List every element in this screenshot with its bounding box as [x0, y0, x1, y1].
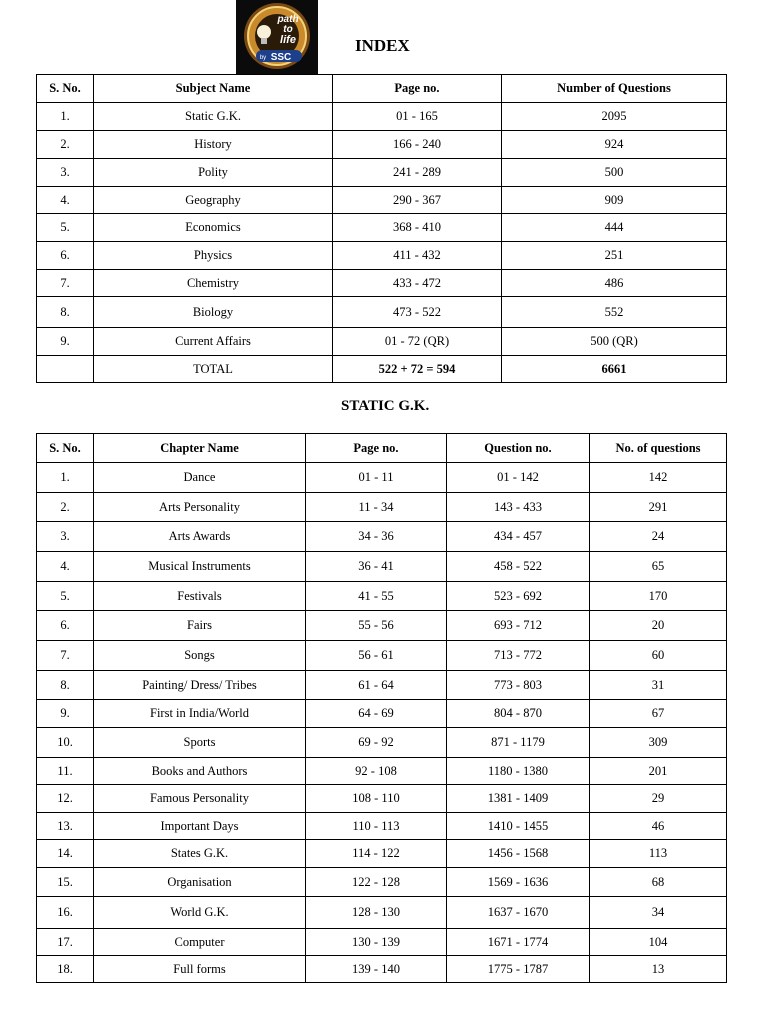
table-row — [37, 611, 727, 641]
cell-question-range: 804 - 870 — [447, 700, 590, 728]
cell-question-count: 60 — [590, 641, 727, 671]
cell-question-count: 31 — [590, 671, 727, 700]
cell-page-range: 61 - 64 — [306, 671, 447, 700]
table-row — [37, 700, 727, 728]
cell-chapter: States G.K. — [94, 840, 306, 868]
cell-sno: 9. — [37, 700, 94, 728]
cell-question-range: 143 - 433 — [447, 493, 590, 522]
static-gk-table — [36, 433, 727, 983]
table-row — [37, 214, 727, 242]
column-header-question-no: Question no. — [447, 434, 590, 463]
column-header-chapter: Chapter Name — [94, 434, 306, 463]
table-row — [37, 242, 727, 270]
cell-sno: 5. — [37, 214, 94, 242]
cell-sno: 7. — [37, 270, 94, 297]
cell-sno: 11. — [37, 758, 94, 785]
cell-sno: 3. — [37, 159, 94, 187]
cell-question-count: 24 — [590, 522, 727, 552]
cell-page-range: 241 - 289 — [333, 159, 502, 187]
cell-question-count: 444 — [502, 214, 727, 242]
cell-question-range: 1456 - 1568 — [447, 840, 590, 868]
cell-page-range: 473 - 522 — [333, 297, 502, 328]
cell-chapter: Musical Instruments — [94, 552, 306, 582]
cell-sno: 10. — [37, 728, 94, 758]
cell-sno: 12. — [37, 785, 94, 813]
logo-text-by: by — [259, 55, 267, 61]
cell-page-range: 139 - 140 — [306, 956, 447, 983]
cell-subject: History — [94, 131, 333, 159]
cell-question-count: 309 — [590, 728, 727, 758]
column-header-sno: S. No. — [37, 75, 94, 103]
table-row — [37, 187, 727, 214]
cell-question-count: 67 — [590, 700, 727, 728]
cell-subject: Current Affairs — [94, 328, 333, 356]
cell-page-range: 92 - 108 — [306, 758, 447, 785]
cell-chapter: Full forms — [94, 956, 306, 983]
cell-chapter: Arts Awards — [94, 522, 306, 552]
table-row — [37, 463, 727, 493]
cell-page-range: 108 - 110 — [306, 785, 447, 813]
cell-page-range: 56 - 61 — [306, 641, 447, 671]
cell-question-count: 34 — [590, 897, 727, 929]
cell-question-range: 773 - 803 — [447, 671, 590, 700]
cell-chapter: Arts Personality — [94, 493, 306, 522]
cell-chapter: Organisation — [94, 868, 306, 897]
column-header-questions: Number of Questions — [502, 75, 727, 103]
table-row — [37, 758, 727, 785]
table-row — [37, 103, 727, 131]
cell-question-range: 1671 - 1774 — [447, 929, 590, 956]
cell-question-range: 693 - 712 — [447, 611, 590, 641]
section-title: STATIC G.K. — [341, 398, 430, 414]
cell-chapter: Famous Personality — [94, 785, 306, 813]
cell-question-range: 713 - 772 — [447, 641, 590, 671]
cell-question-count: 924 — [502, 131, 727, 159]
cell-chapter: Songs — [94, 641, 306, 671]
table-row — [37, 552, 727, 582]
cell-page-range: 34 - 36 — [306, 522, 447, 552]
cell-question-count: 68 — [590, 868, 727, 897]
total-cell-sno — [37, 356, 94, 383]
table-row — [37, 897, 727, 929]
table-row — [37, 785, 727, 813]
cell-question-count: 113 — [590, 840, 727, 868]
cell-page-range: 01 - 11 — [306, 463, 447, 493]
cell-subject: Biology — [94, 297, 333, 328]
cell-question-count: 142 — [590, 463, 727, 493]
cell-question-range: 01 - 142 — [447, 463, 590, 493]
cell-sno: 16. — [37, 897, 94, 929]
total-cell-question-count: 6661 — [502, 356, 727, 383]
table-row — [37, 493, 727, 522]
cell-question-range: 1381 - 1409 — [447, 785, 590, 813]
cell-chapter: Computer — [94, 929, 306, 956]
table-row — [37, 641, 727, 671]
cell-question-count: 2095 — [502, 103, 727, 131]
table-row — [37, 956, 727, 983]
cell-page-range: 01 - 72 (QR) — [333, 328, 502, 356]
column-header-page: Page no. — [306, 434, 447, 463]
cell-sno: 3. — [37, 522, 94, 552]
table-row — [37, 868, 727, 897]
cell-question-count: 486 — [502, 270, 727, 297]
cell-sno: 4. — [37, 187, 94, 214]
cell-page-range: 128 - 130 — [306, 897, 447, 929]
cell-question-range: 1180 - 1380 — [447, 758, 590, 785]
cell-page-range: 130 - 139 — [306, 929, 447, 956]
table-row — [37, 270, 727, 297]
cell-subject: Static G.K. — [94, 103, 333, 131]
table-row — [37, 929, 727, 956]
table-row — [37, 522, 727, 552]
logo-text-ssc: SSC — [270, 52, 292, 63]
cell-question-count: 170 — [590, 582, 727, 611]
logo-text-to: to — [283, 24, 293, 35]
table-row — [37, 728, 727, 758]
static-gk-header-row — [37, 434, 727, 463]
cell-question-range: 458 - 522 — [447, 552, 590, 582]
cell-sno: 8. — [37, 671, 94, 700]
total-row — [37, 356, 727, 383]
cell-sno: 2. — [37, 493, 94, 522]
cell-question-count: 201 — [590, 758, 727, 785]
cell-sno: 13. — [37, 813, 94, 840]
cell-page-range: 433 - 472 — [333, 270, 502, 297]
cell-question-range: 1637 - 1670 — [447, 897, 590, 929]
cell-subject: Chemistry — [94, 270, 333, 297]
table-row — [37, 671, 727, 700]
cell-page-range: 41 - 55 — [306, 582, 447, 611]
logo-text-path: path — [277, 14, 299, 25]
cell-page-range: 411 - 432 — [333, 242, 502, 270]
cell-question-count: 104 — [590, 929, 727, 956]
cell-sno: 9. — [37, 328, 94, 356]
total-cell-page-range: 522 + 72 = 594 — [333, 356, 502, 383]
cell-question-count: 291 — [590, 493, 727, 522]
path-to-life-logo — [236, 0, 318, 74]
column-header-subject: Subject Name — [94, 75, 333, 103]
cell-question-count: 65 — [590, 552, 727, 582]
cell-question-range: 1775 - 1787 — [447, 956, 590, 983]
cell-question-range: 523 - 692 — [447, 582, 590, 611]
cell-question-count: 500 (QR) — [502, 328, 727, 356]
cell-subject: Physics — [94, 242, 333, 270]
cell-sno: 5. — [37, 582, 94, 611]
cell-question-count: 46 — [590, 813, 727, 840]
cell-chapter: Sports — [94, 728, 306, 758]
cell-page-range: 64 - 69 — [306, 700, 447, 728]
table-row — [37, 328, 727, 356]
cell-subject: Polity — [94, 159, 333, 187]
cell-page-range: 368 - 410 — [333, 214, 502, 242]
cell-sno: 6. — [37, 242, 94, 270]
table-row — [37, 582, 727, 611]
cell-sno: 14. — [37, 840, 94, 868]
cell-sno: 6. — [37, 611, 94, 641]
cell-sno: 17. — [37, 929, 94, 956]
cell-question-count: 20 — [590, 611, 727, 641]
cell-page-range: 114 - 122 — [306, 840, 447, 868]
cell-question-count: 13 — [590, 956, 727, 983]
cell-sno: 4. — [37, 552, 94, 582]
cell-page-range: 69 - 92 — [306, 728, 447, 758]
cell-page-range: 290 - 367 — [333, 187, 502, 214]
cell-question-count: 909 — [502, 187, 727, 214]
logo-text-life: life — [280, 34, 296, 46]
cell-sno: 8. — [37, 297, 94, 328]
cell-sno: 2. — [37, 131, 94, 159]
cell-sno: 18. — [37, 956, 94, 983]
cell-question-count: 552 — [502, 297, 727, 328]
cell-sno: 7. — [37, 641, 94, 671]
index-header-row — [37, 75, 727, 103]
cell-page-range: 36 - 41 — [306, 552, 447, 582]
cell-question-range: 434 - 457 — [447, 522, 590, 552]
cell-page-range: 01 - 165 — [333, 103, 502, 131]
cell-page-range: 55 - 56 — [306, 611, 447, 641]
column-header-question-count: No. of questions — [590, 434, 727, 463]
cell-page-range: 11 - 34 — [306, 493, 447, 522]
column-header-sno: S. No. — [37, 434, 94, 463]
table-row — [37, 131, 727, 159]
cell-page-range: 166 - 240 — [333, 131, 502, 159]
cell-question-count: 251 — [502, 242, 727, 270]
total-cell-subject: TOTAL — [94, 356, 333, 383]
cell-question-range: 1410 - 1455 — [447, 813, 590, 840]
cell-sno: 1. — [37, 463, 94, 493]
index-table — [36, 74, 727, 383]
cell-chapter: Painting/ Dress/ Tribes — [94, 671, 306, 700]
cell-chapter: Fairs — [94, 611, 306, 641]
cell-question-range: 871 - 1179 — [447, 728, 590, 758]
cell-sno: 1. — [37, 103, 94, 131]
table-row — [37, 297, 727, 328]
page-title: INDEX — [355, 36, 410, 55]
cell-chapter: First in India/World — [94, 700, 306, 728]
cell-chapter: Important Days — [94, 813, 306, 840]
cell-question-count: 500 — [502, 159, 727, 187]
table-row — [37, 159, 727, 187]
cell-page-range: 122 - 128 — [306, 868, 447, 897]
cell-subject: Economics — [94, 214, 333, 242]
cell-chapter: World G.K. — [94, 897, 306, 929]
table-row — [37, 813, 727, 840]
cell-chapter: Festivals — [94, 582, 306, 611]
cell-chapter: Dance — [94, 463, 306, 493]
cell-page-range: 110 - 113 — [306, 813, 447, 840]
cell-question-range: 1569 - 1636 — [447, 868, 590, 897]
cell-question-count: 29 — [590, 785, 727, 813]
column-header-page: Page no. — [333, 75, 502, 103]
cell-sno: 15. — [37, 868, 94, 897]
cell-subject: Geography — [94, 187, 333, 214]
table-row — [37, 840, 727, 868]
logo-emblem — [236, 0, 318, 74]
cell-chapter: Books and Authors — [94, 758, 306, 785]
